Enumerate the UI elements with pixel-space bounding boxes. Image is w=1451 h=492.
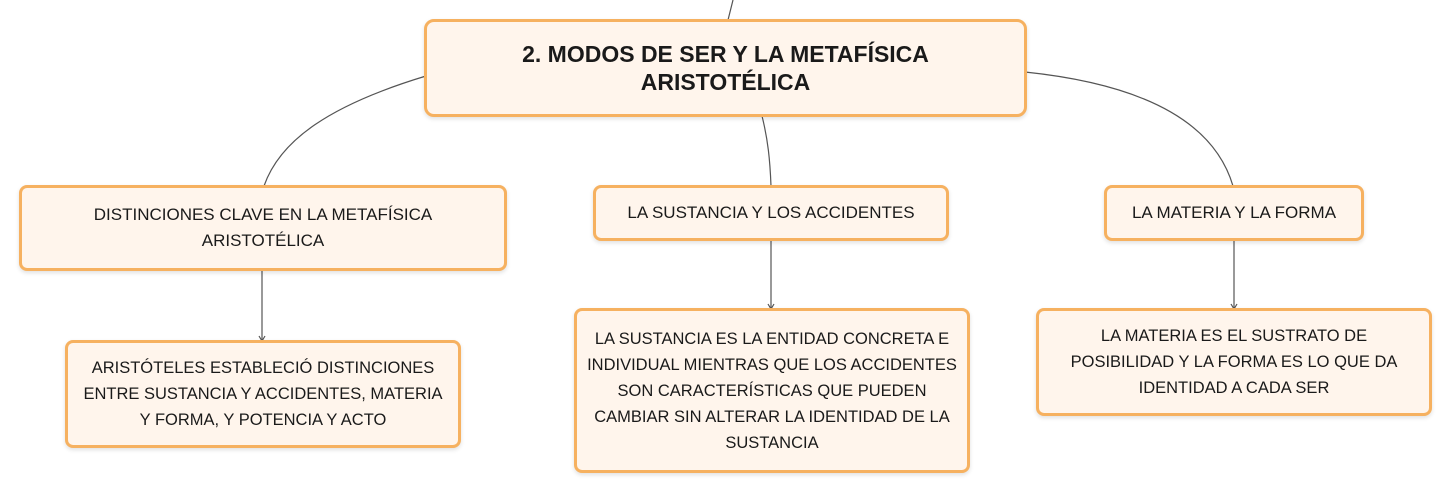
branch-topic-label: DISTINCIONES CLAVE EN LA METAFÍSICA ARISTOTÉLICA — [93, 205, 433, 250]
branch-topic-distinciones[interactable] — [19, 185, 507, 271]
leaf-topic-sustancia[interactable] — [574, 308, 970, 473]
connector-root-branch-1 — [264, 76, 426, 186]
leaf-topic-materia[interactable] — [1036, 308, 1432, 416]
branch-topic-materia[interactable] — [1104, 185, 1364, 241]
leaf-topic-text: ARISTÓTELES ESTABLECIÓ DISTINCIONES ENTRE SUSTANCIA Y ACCIDENTES, MATERIA Y FORMA, Y POTENCIA Y ACTO — [83, 359, 443, 429]
leaf-topic-distinciones[interactable] — [65, 340, 461, 448]
connector-root-branch-2 — [762, 116, 771, 186]
branch-topic-sustancia[interactable] — [593, 185, 949, 241]
connector-incoming — [728, 0, 733, 20]
branch-topic-label: LA SUSTANCIA Y LOS ACCIDENTES — [627, 203, 915, 222]
connector-root-branch-3 — [1025, 72, 1233, 186]
leaf-topic-text: LA SUSTANCIA ES LA ENTIDAD CONCRETA E INDIVIDUAL MIENTRAS QUE LOS ACCIDENTES SON CARACTERÍSTICAS QUE PUEDEN CAMBIAR SIN ALTERAR LA IDENTIDAD DE LA SUSTANCIA — [587, 329, 957, 452]
branch-topic-label: LA MATERIA Y LA FORMA — [1131, 203, 1337, 222]
root-topic-label: 2. MODOS DE SER Y LA METAFÍSICA ARISTOTÉLICA — [522, 41, 929, 95]
root-topic[interactable] — [424, 19, 1027, 117]
leaf-topic-text: LA MATERIA ES EL SUSTRATO DE POSIBILIDAD Y LA FORMA ES LO QUE DA IDENTIDAD A CADA SER — [1070, 327, 1398, 397]
